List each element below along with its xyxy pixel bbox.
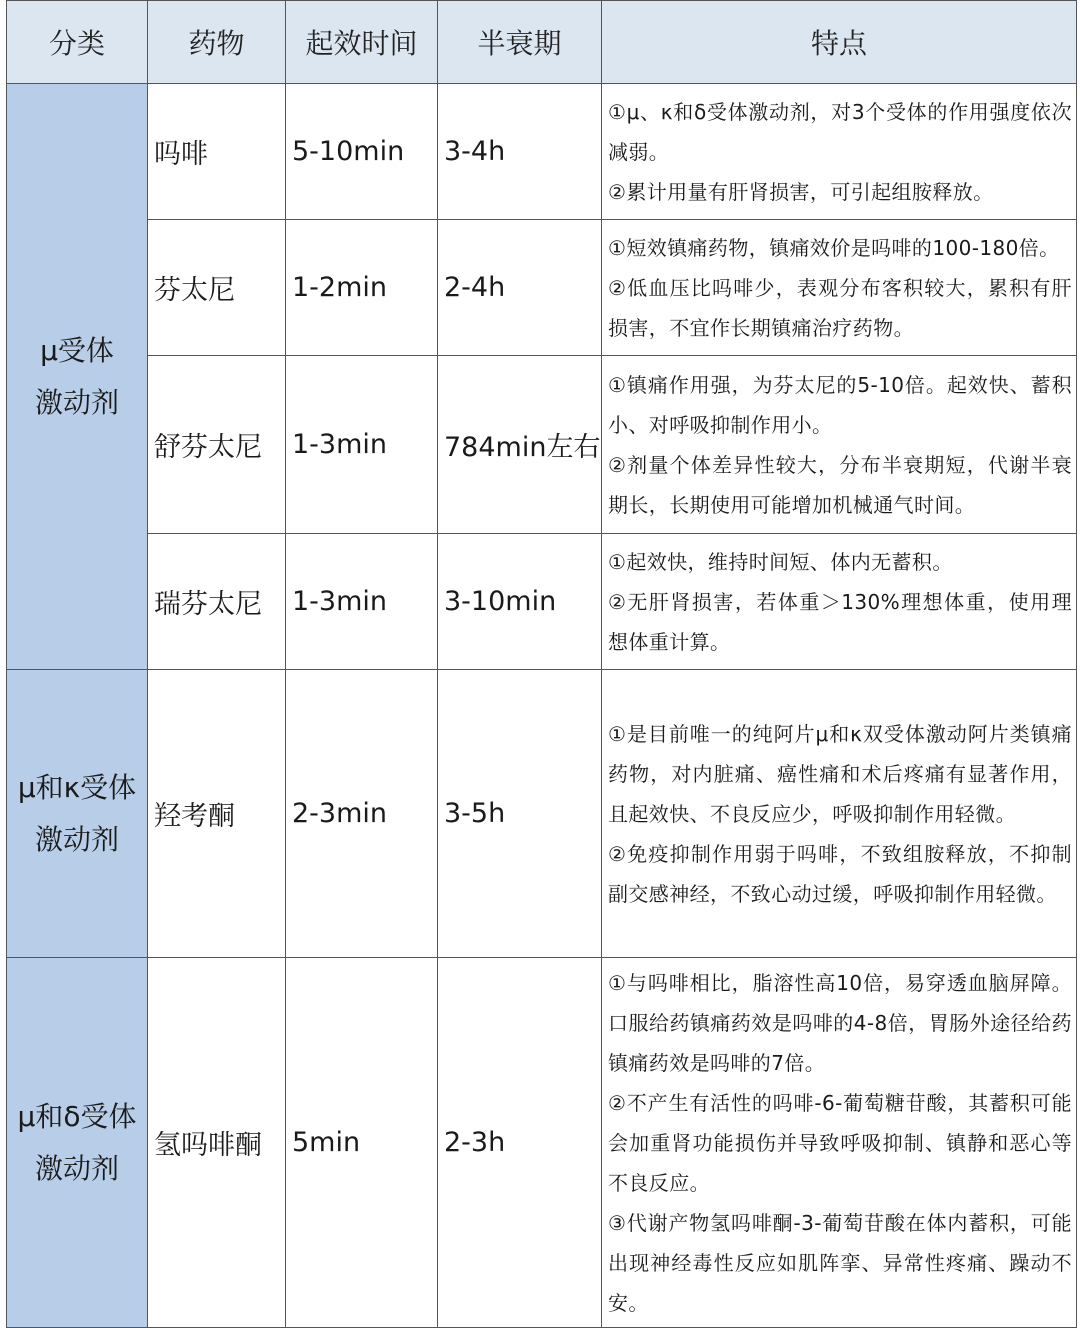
drug-name: 瑞芬太尼 (148, 534, 286, 670)
table-row (7, 534, 1077, 670)
features-cell: ①μ、κ和δ受体激动剂，对3个受体的作用强度依次减弱。 ②累计用量有肝肾损害，可引起组胺释放。 (602, 84, 1077, 220)
table-row (7, 958, 1077, 1328)
onset-time: 1-3min (286, 534, 438, 670)
half-life: 2-3h (438, 958, 602, 1328)
drug-name: 舒芬太尼 (148, 356, 286, 534)
features-cell: ①起效快，维持时间短、体内无蓄积。 ②无肝肾损害，若体重＞130%理想体重，使用理想体重计算。 (602, 534, 1077, 670)
drug-comparison-table (6, 0, 1077, 1328)
header-drug: 药物 (148, 1, 286, 84)
features-cell: ①与吗啡相比，脂溶性高10倍，易穿透血脑屏障。口服给药镇痛药效是吗啡的4-8倍，胃肠外途径给药镇痛药效是吗啡的7倍。 ②不产生有活性的吗啡-6-葡萄糖苷酸，其蓄积可能会加重肾功能损伤并导致呼吸抑制、镇静和恶心等不良反应。 ③代谢产物氢吗啡酮-3-葡萄苷酸在体内蓄积，可能出现神经毒性反应如肌阵挛、异常性疼痛、躁动不安。 (602, 958, 1077, 1328)
features-cell: ①镇痛作用强，为芬太尼的5-10倍。起效快、蓄积小、对呼吸抑制作用小。 ②剂量个体差异性较大，分布半衰期短，代谢半衰期长，长期使用可能增加机械通气时间。 (602, 356, 1077, 534)
header-onset: 起效时间 (286, 1, 438, 84)
onset-time: 5-10min (286, 84, 438, 220)
half-life: 3-10min (438, 534, 602, 670)
table-row (7, 670, 1077, 958)
category-cell: μ和κ受体 激动剂 (7, 670, 148, 958)
drug-name: 羟考酮 (148, 670, 286, 958)
drug-name: 氢吗啡酮 (148, 958, 286, 1328)
half-life: 3-5h (438, 670, 602, 958)
category-cell: μ和δ受体 激动剂 (7, 958, 148, 1328)
features-cell: ①短效镇痛药物，镇痛效价是吗啡的100-180倍。 ②低血压比吗啡少，表观分布客积较大，累积有肝损害，不宜作长期镇痛治疗药物。 (602, 220, 1077, 356)
onset-time: 5min (286, 958, 438, 1328)
category-cell: μ受体 激动剂 (7, 84, 148, 670)
header-half-life: 半衰期 (438, 1, 602, 84)
table-row (7, 220, 1077, 356)
drug-name: 吗啡 (148, 84, 286, 220)
header-category: 分类 (7, 1, 148, 84)
onset-time: 1-3min (286, 356, 438, 534)
half-life: 3-4h (438, 84, 602, 220)
table-row (7, 356, 1077, 534)
onset-time: 1-2min (286, 220, 438, 356)
half-life: 784min左右 (438, 356, 602, 534)
onset-time: 2-3min (286, 670, 438, 958)
drug-name: 芬太尼 (148, 220, 286, 356)
half-life: 2-4h (438, 220, 602, 356)
header-row (7, 1, 1077, 84)
table-row (7, 84, 1077, 220)
features-cell: ①是目前唯一的纯阿片μ和κ双受体激动阿片类镇痛药物，对内脏痛、癌性痛和术后疼痛有显著作用，且起效快、不良反应少，呼吸抑制作用轻微。 ②免疫抑制作用弱于吗啡，不致组胺释放，不抑制副交感神经，不致心动过缓，呼吸抑制作用轻微。 (602, 670, 1077, 958)
header-features: 特点 (602, 1, 1077, 84)
